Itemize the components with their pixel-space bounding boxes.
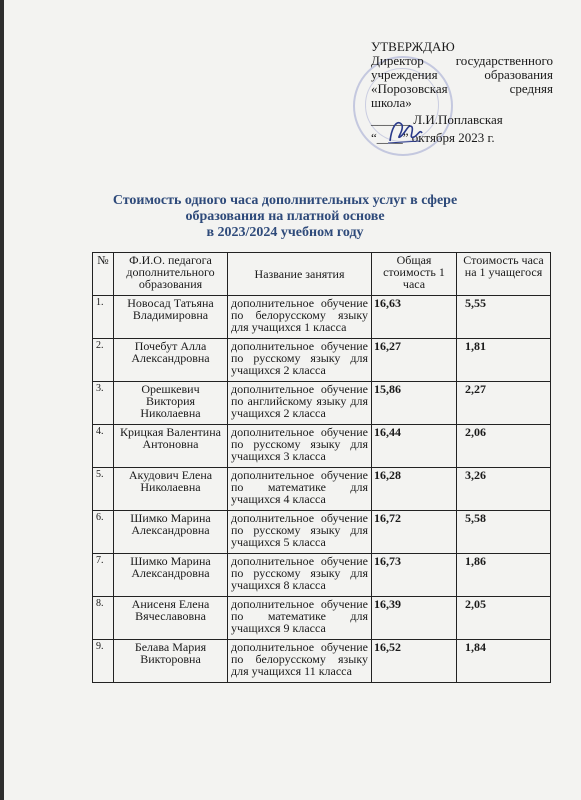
course-name: дополнительное обучение по русскому языку для учащихся 3 класса [228, 425, 372, 468]
row-number: 3. [93, 382, 114, 425]
table-body [93, 296, 551, 683]
per-student-cost: 5,58 [457, 511, 551, 554]
table-header-row [93, 253, 551, 296]
row-number: 1. [93, 296, 114, 339]
table-row [93, 597, 551, 640]
row-number: 2. [93, 339, 114, 382]
header-total-cost: Общая стоимость 1 часа [372, 253, 457, 296]
table-row [93, 382, 551, 425]
row-number: 5. [93, 468, 114, 511]
total-cost: 16,73 [372, 554, 457, 597]
teacher-name: Орешкевич Виктория Николаевна [114, 382, 228, 425]
title-line: в 2023/2024 учебном году [206, 225, 364, 240]
table-row [93, 425, 551, 468]
approval-date: “____” октября 2023 г. [371, 130, 495, 145]
approval-signature-line: ______ Л.И.Поплавская [371, 112, 503, 127]
table-row [93, 640, 551, 683]
course-name: дополнительное обучение по математике для учащихся 9 класса [228, 597, 372, 640]
row-number: 7. [93, 554, 114, 597]
header-number: № [93, 253, 114, 296]
scan-edge [0, 0, 4, 800]
row-number: 6. [93, 511, 114, 554]
total-cost: 16,39 [372, 597, 457, 640]
course-name: дополнительное обучение по русскому языку для учащихся 5 класса [228, 511, 372, 554]
teacher-name: Новосад Татьяна Владимировна [114, 296, 228, 339]
course-name: дополнительное обучение по русскому языку для учащихся 8 класса [228, 554, 372, 597]
table-row [93, 554, 551, 597]
per-student-cost: 1,81 [457, 339, 551, 382]
per-student-cost: 2,06 [457, 425, 551, 468]
total-cost: 16,44 [372, 425, 457, 468]
per-student-cost: 1,84 [457, 640, 551, 683]
teacher-name: Анисеня Елена Вячеславовна [114, 597, 228, 640]
document-title [110, 193, 460, 241]
table-row [93, 511, 551, 554]
teacher-name: Шимко Марина Александровна [114, 511, 228, 554]
course-name: дополнительное обучение по белорусскому языку для учащихся 11 класса [228, 640, 372, 683]
table-row [93, 339, 551, 382]
per-student-cost: 2,05 [457, 597, 551, 640]
approval-position-line: «Порозовская средняя [371, 81, 553, 96]
table-row [93, 468, 551, 511]
course-name: дополнительное обучение по русскому языку для учащихся 2 класса [228, 339, 372, 382]
row-number: 9. [93, 640, 114, 683]
title-line: Стоимость одного часа дополнительных услуг в сфере [112, 193, 458, 208]
total-cost: 16,27 [372, 339, 457, 382]
total-cost: 16,52 [372, 640, 457, 683]
course-name: дополнительное обучение по английскому языку для учащихся 2 класса [228, 382, 372, 425]
teacher-name: Белава Мария Викторовна [114, 640, 228, 683]
handwritten-signature [384, 115, 424, 149]
row-number: 4. [93, 425, 114, 468]
per-student-cost: 1,86 [457, 554, 551, 597]
teacher-name: Почебут Алла Александровна [114, 339, 228, 382]
course-name: дополнительное обучение по белорусскому языку для учащихся 1 класса [228, 296, 372, 339]
approval-heading: УТВЕРЖДАЮ [371, 39, 455, 54]
total-cost: 16,72 [372, 511, 457, 554]
total-cost: 16,63 [372, 296, 457, 339]
approval-position-line: школа» [371, 95, 412, 110]
approval-position-line: учреждения образования [371, 67, 553, 82]
course-name: дополнительное обучение по математике для учащихся 4 класса [228, 468, 372, 511]
row-number: 8. [93, 597, 114, 640]
teacher-name: Акудович Елена Николаевна [114, 468, 228, 511]
table-row [93, 296, 551, 339]
cost-table [92, 252, 551, 683]
total-cost: 15,86 [372, 382, 457, 425]
total-cost: 16,28 [372, 468, 457, 511]
per-student-cost: 2,27 [457, 382, 551, 425]
header-course: Название занятия [228, 253, 372, 296]
teacher-name: Крицкая Валентина Антоновна [114, 425, 228, 468]
per-student-cost: 5,55 [457, 296, 551, 339]
per-student-cost: 3,26 [457, 468, 551, 511]
header-teacher: Ф.И.О. педагога дополнительного образования [114, 253, 228, 296]
title-line: образования на платной основе [185, 209, 385, 224]
teacher-name: Шимко Марина Александровна [114, 554, 228, 597]
approval-position-line: Директор государственного [371, 53, 553, 68]
header-per-student-cost: Стоимость часа на 1 учащегося [457, 253, 551, 296]
